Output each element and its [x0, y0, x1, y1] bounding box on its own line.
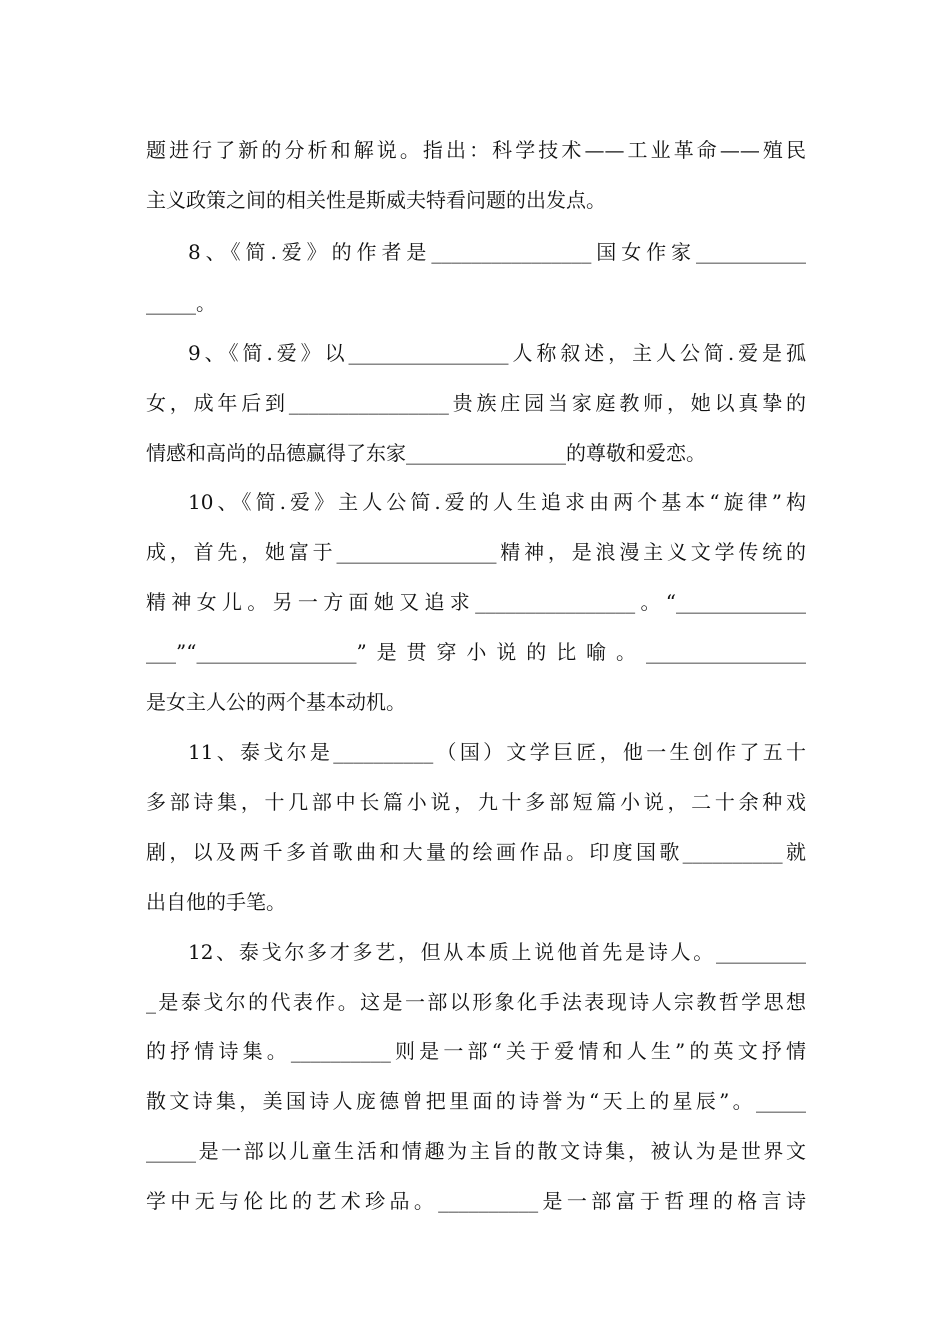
- question-9-line-3: 情感和高尚的品德赢得了东家________________的尊敬和爱恋。: [146, 441, 706, 465]
- question-11-line-4: 出自他的手笔。: [146, 890, 286, 914]
- question-10-line-2: 成，首先，她富于________________精神，是浪漫主义文学传统的: [146, 540, 806, 564]
- paragraph-7-line-1: 题进行了新的分析和解说。指出：科学技术——工业革命——殖民: [146, 138, 806, 162]
- question-10-line-1: 10、《简.爱》主人公简.爱的人生追求由两个基本“旋律”构: [188, 490, 806, 514]
- question-12-line-6: 学中无与伦比的艺术珍品。__________是一部富于哲理的格言诗: [146, 1189, 806, 1213]
- question-8-line-1: 8、《简.爱》的作者是________________国女作家___________: [188, 240, 806, 264]
- question-11-line-1: 11、泰戈尔是__________（国）文学巨匠，他一生创作了五十: [188, 740, 806, 764]
- question-9-line-1: 9、《简.爱》以________________人称叙述，主人公简.爱是孤: [188, 341, 806, 365]
- question-10-line-4: ___”“________________”是贯穿小说的比喻。________________: [146, 640, 806, 664]
- question-8-line-2: _____。: [146, 291, 216, 315]
- question-12-line-3: 的抒情诗集。__________则是一部“关于爱情和人生”的英文抒情: [146, 1039, 806, 1063]
- question-10-line-3: 精神女儿。另一方面她又追求________________。“_____________: [146, 590, 806, 614]
- question-12-line-2: _是泰戈尔的代表作。这是一部以形象化手法表现诗人宗教哲学思想: [146, 990, 806, 1014]
- question-9-line-2: 女，成年后到________________贵族庄园当家庭教师，她以真挚的: [146, 391, 806, 415]
- question-12-line-4: 散文诗集，美国诗人庞德曾把里面的诗誉为“天上的星辰”。_____: [146, 1089, 806, 1113]
- question-10-line-5: 是女主人公的两个基本动机。: [146, 690, 406, 714]
- question-11-line-2: 多部诗集，十几部中长篇小说，九十多部短篇小说，二十余种戏: [146, 790, 806, 814]
- question-11-line-3: 剧，以及两千多首歌曲和大量的绘画作品。印度国歌__________就: [146, 840, 806, 864]
- question-12-line-1: 12、泰戈尔多才多艺，但从本质上说他首先是诗人。_________: [188, 940, 806, 964]
- paragraph-7-line-2: 主义政策之间的相关性是斯威夫特看问题的出发点。: [146, 188, 606, 212]
- question-12-line-5: _____是一部以儿童生活和情趣为主旨的散文诗集，被认为是世界文: [146, 1139, 806, 1163]
